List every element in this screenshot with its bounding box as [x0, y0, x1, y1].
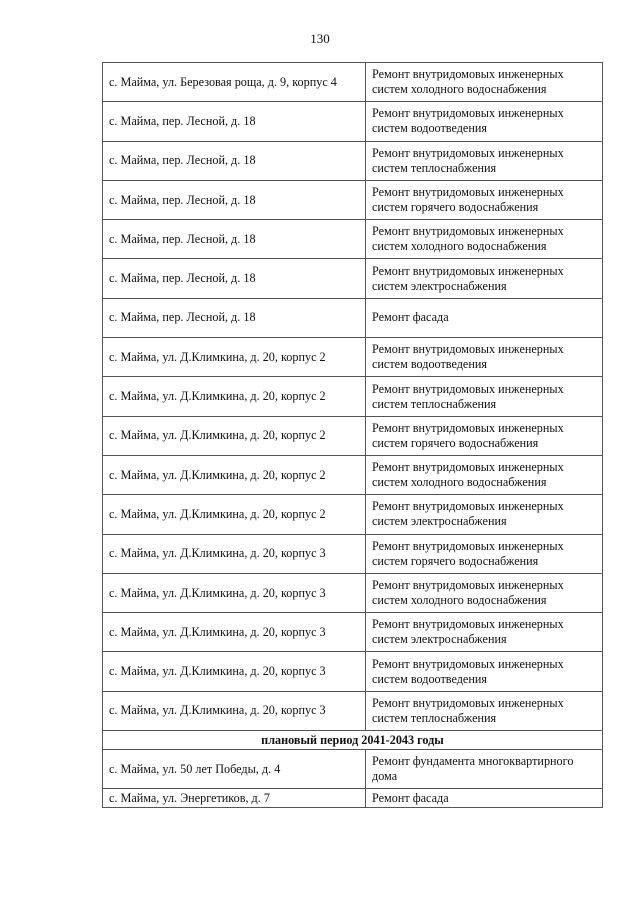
work-type-cell: Ремонт фасада — [366, 789, 603, 808]
address-cell: с. Майма, ул. Д.Климкина, д. 20, корпус 2 — [103, 338, 366, 377]
work-type-cell: Ремонт внутридомовых инженерных систем теплоснабжения — [366, 141, 603, 180]
work-type-cell: Ремонт внутридомовых инженерных систем водоотведения — [366, 338, 603, 377]
address-cell: с. Майма, пер. Лесной, д. 18 — [103, 180, 366, 219]
table-row — [103, 691, 603, 730]
work-type-cell: Ремонт внутридомовых инженерных систем электроснабжения — [366, 259, 603, 298]
table-row — [103, 534, 603, 573]
table-body-after-section — [103, 750, 603, 808]
table-row — [103, 102, 603, 141]
table-row — [103, 259, 603, 298]
page-number: 130 — [310, 31, 330, 46]
address-cell: с. Майма, пер. Лесной, д. 18 — [103, 259, 366, 298]
work-type-cell: Ремонт внутридомовых инженерных систем горячего водоснабжения — [366, 534, 603, 573]
work-type-cell: Ремонт фасада — [366, 298, 603, 337]
work-type-cell: Ремонт фундамента многоквартирного дома — [366, 750, 603, 789]
table-row — [103, 652, 603, 691]
table-row — [103, 180, 603, 219]
address-cell: с. Майма, ул. Энергетиков, д. 7 — [103, 789, 366, 808]
work-type-cell: Ремонт внутридомовых инженерных систем холодного водоснабжения — [366, 63, 603, 102]
address-cell: с. Майма, ул. Д.Климкина, д. 20, корпус 2 — [103, 455, 366, 494]
address-cell: с. Майма, пер. Лесной, д. 18 — [103, 141, 366, 180]
address-cell: с. Майма, ул. 50 лет Победы, д. 4 — [103, 750, 366, 789]
address-cell: с. Майма, ул. Д.Климкина, д. 20, корпус 2 — [103, 377, 366, 416]
table-row — [103, 298, 603, 337]
table-row — [103, 573, 603, 612]
work-type-cell: Ремонт внутридомовых инженерных систем холодного водоснабжения — [366, 573, 603, 612]
address-cell: с. Майма, пер. Лесной, д. 18 — [103, 220, 366, 259]
work-type-cell: Ремонт внутридомовых инженерных систем теплоснабжения — [366, 691, 603, 730]
table-row — [103, 141, 603, 180]
address-cell: с. Майма, ул. Д.Климкина, д. 20, корпус 2 — [103, 495, 366, 534]
table-row — [103, 750, 603, 789]
address-cell: с. Майма, ул. Д.Климкина, д. 20, корпус 3 — [103, 691, 366, 730]
address-cell: с. Майма, пер. Лесной, д. 18 — [103, 298, 366, 337]
section-title: плановый период 2041-2043 годы — [103, 731, 603, 750]
work-type-cell: Ремонт внутридомовых инженерных систем холодного водоснабжения — [366, 220, 603, 259]
work-type-cell: Ремонт внутридомовых инженерных систем горячего водоснабжения — [366, 180, 603, 219]
table-section-header — [103, 731, 603, 750]
address-cell: с. Майма, пер. Лесной, д. 18 — [103, 102, 366, 141]
work-type-cell: Ремонт внутридомовых инженерных систем электроснабжения — [366, 613, 603, 652]
repair-works-table — [102, 62, 603, 808]
table-body-before-section — [103, 63, 603, 731]
address-cell: с. Майма, ул. Д.Климкина, д. 20, корпус 3 — [103, 573, 366, 612]
work-type-cell: Ремонт внутридомовых инженерных систем горячего водоснабжения — [366, 416, 603, 455]
work-type-cell: Ремонт внутридомовых инженерных систем электроснабжения — [366, 495, 603, 534]
table-row — [103, 63, 603, 102]
table-row — [103, 613, 603, 652]
work-type-cell: Ремонт внутридомовых инженерных систем теплоснабжения — [366, 377, 603, 416]
address-cell: с. Майма, ул. Д.Климкина, д. 20, корпус 3 — [103, 613, 366, 652]
work-type-cell: Ремонт внутридомовых инженерных систем водоотведения — [366, 652, 603, 691]
table-row — [103, 338, 603, 377]
table-row — [103, 220, 603, 259]
work-type-cell: Ремонт внутридомовых инженерных систем водоотведения — [366, 102, 603, 141]
address-cell: с. Майма, ул. Д.Климкина, д. 20, корпус 3 — [103, 652, 366, 691]
table-row — [103, 377, 603, 416]
address-cell: с. Майма, ул. Д.Климкина, д. 20, корпус 2 — [103, 416, 366, 455]
address-cell: с. Майма, ул. Д.Климкина, д. 20, корпус 3 — [103, 534, 366, 573]
table-row — [103, 416, 603, 455]
table-row — [103, 455, 603, 494]
address-cell: с. Майма, ул. Березовая роща, д. 9, корпус 4 — [103, 63, 366, 102]
table-row — [103, 495, 603, 534]
section-row — [103, 731, 603, 750]
work-type-cell: Ремонт внутридомовых инженерных систем холодного водоснабжения — [366, 455, 603, 494]
table-row — [103, 789, 603, 808]
